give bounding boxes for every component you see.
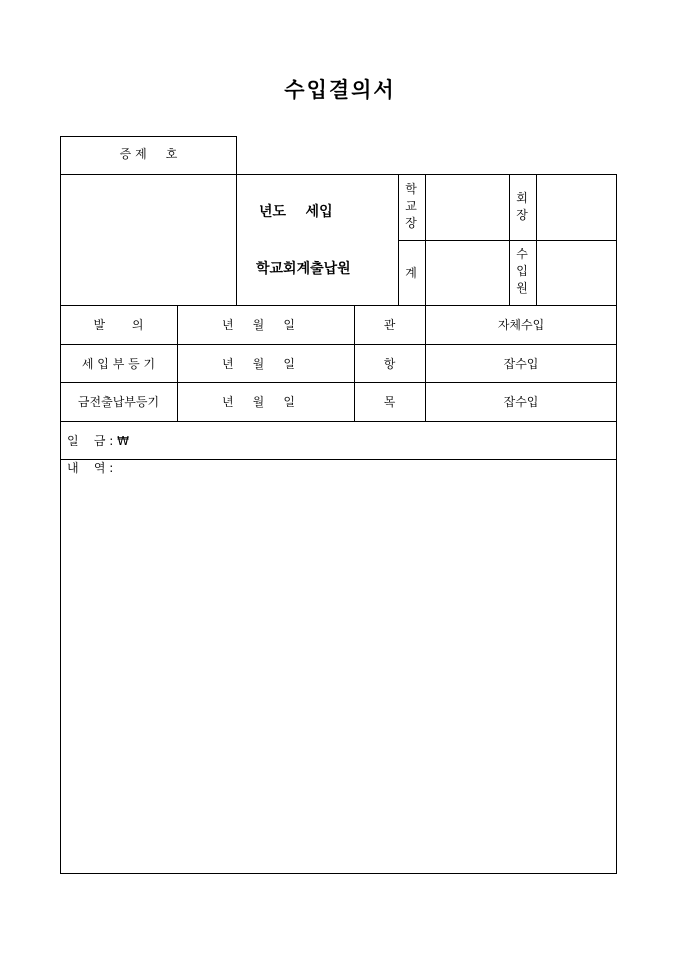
row-category-label: 항 [383, 357, 396, 371]
border-line [60, 459, 617, 460]
row-label: 세 입 부 등 기 [81, 357, 156, 371]
document-number-label: 증 제 호 [119, 147, 178, 161]
border-line [60, 136, 237, 137]
row-date: 년 월 일 [222, 395, 295, 409]
amount-label: 일 금 : ₩ [67, 434, 129, 448]
row-category-value: 자체수입 [497, 318, 545, 332]
row-label: 발 의 [93, 318, 144, 332]
border-line [177, 305, 178, 421]
border-line [60, 305, 617, 306]
receiver-approval-label: 수 입 원 [516, 247, 528, 295]
row-category-value: 잡수입 [503, 357, 539, 371]
row-category-label: 목 [383, 395, 396, 409]
row-category-label: 관 [383, 318, 396, 332]
accountant-approval-label: 계 [405, 266, 417, 280]
details-label: 내 역 : [67, 461, 114, 475]
row-date: 년 월 일 [222, 357, 295, 371]
border-line [398, 240, 617, 241]
document-title: 수입결의서 [284, 77, 396, 102]
border-line [60, 344, 617, 345]
border-line [60, 136, 61, 874]
border-line [60, 174, 617, 175]
cashier-label: 학교회계출납원 [256, 261, 351, 277]
row-date: 년 월 일 [222, 318, 295, 332]
fiscal-year-revenue-label: 년도 세입 [259, 204, 333, 220]
border-line [60, 873, 617, 874]
principal-approval-label: 학 교 장 [405, 182, 417, 230]
president-approval-label: 회 장 [516, 191, 528, 222]
row-category-value: 잡수입 [503, 395, 539, 409]
border-line [60, 421, 617, 422]
border-line [616, 174, 617, 874]
border-line [60, 382, 617, 383]
border-line [236, 174, 237, 306]
row-label: 금전출납부등기 [77, 395, 160, 409]
